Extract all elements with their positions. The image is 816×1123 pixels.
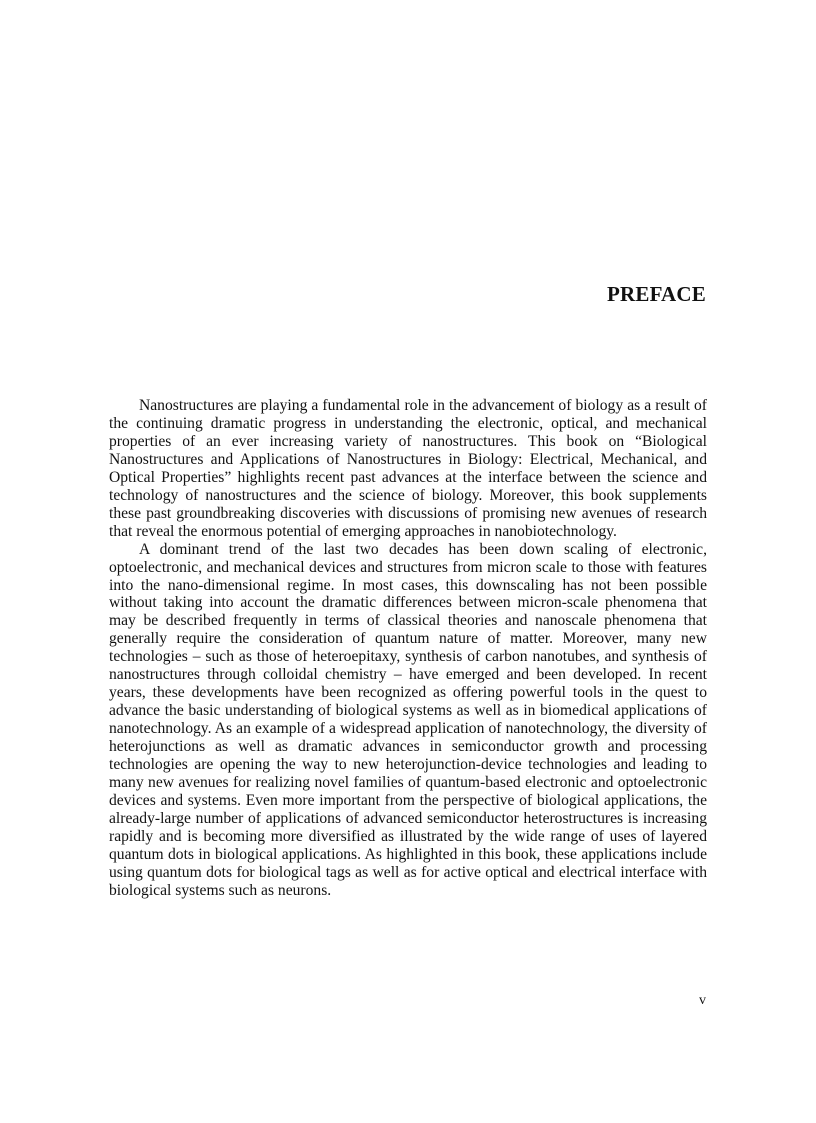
preface-body (109, 397, 707, 900)
paragraph-2: A dominant trend of the last two decades has been down scaling of electronic, optoelectronic, and mechanical devices and structures from micron scale to those with features into the nano-dimensional regime. In most cases, this downscaling has not been possible without taking into account the dramatic differences between micron-scale phenomena that may be described frequently in terms of classical theories and nanoscale phenomena that generally require the consideration of quantum nature of matter. Moreover, many new technologies – such as those of heteroepitaxy, synthesis of carbon nanotubes, and synthesis of nanostructures through colloidal chemistry – have emerged and been developed. In recent years, these developments have been recognized as offering powerful tools in the quest to advance the basic understanding of biological systems as well as in biomedical applications of nanotechnology. As an example of a widespread application of nanotechnology, the diversity of heterojunctions as well as dramatic advances in semiconductor growth and processing technologies are opening the way to new heterojunction-device technologies and leading to many new avenues for realizing novel families of quantum-based electronic and optoelectronic devices and systems. Even more important from the perspective of biological applications, the already-large number of applications of advanced semiconductor heterostructures is increasing rapidly and is becoming more diversified as illustrated by the wide range of uses of layered quantum dots in biological applications. As highlighted in this book, these applications include using quantum dots for biological tags as well as for active optical and electrical interface with biological systems such as neurons. (109, 540, 707, 899)
paragraph-1: Nanostructures are playing a fundamental role in the advancement of biology as a result of the continuing dramatic progress in understanding the electronic, optical, and mechanical properties of an ever increasing variety of nanostructures. This book on “Biological Nanostructures and Applications of Nanostructures in Biology: Electrical, Mechanical, and Optical Properties” highlights recent past advances at the interface between the science and technology of nanostructures and the science of biology. Moreover, this book supplements these past groundbreaking discoveries with discussions of promising new avenues of research that reveal the enormous potential of emerging approaches in nanobiotechnology. (109, 397, 707, 540)
preface-heading: PREFACE (606, 282, 706, 306)
page-number: v (699, 993, 706, 1008)
